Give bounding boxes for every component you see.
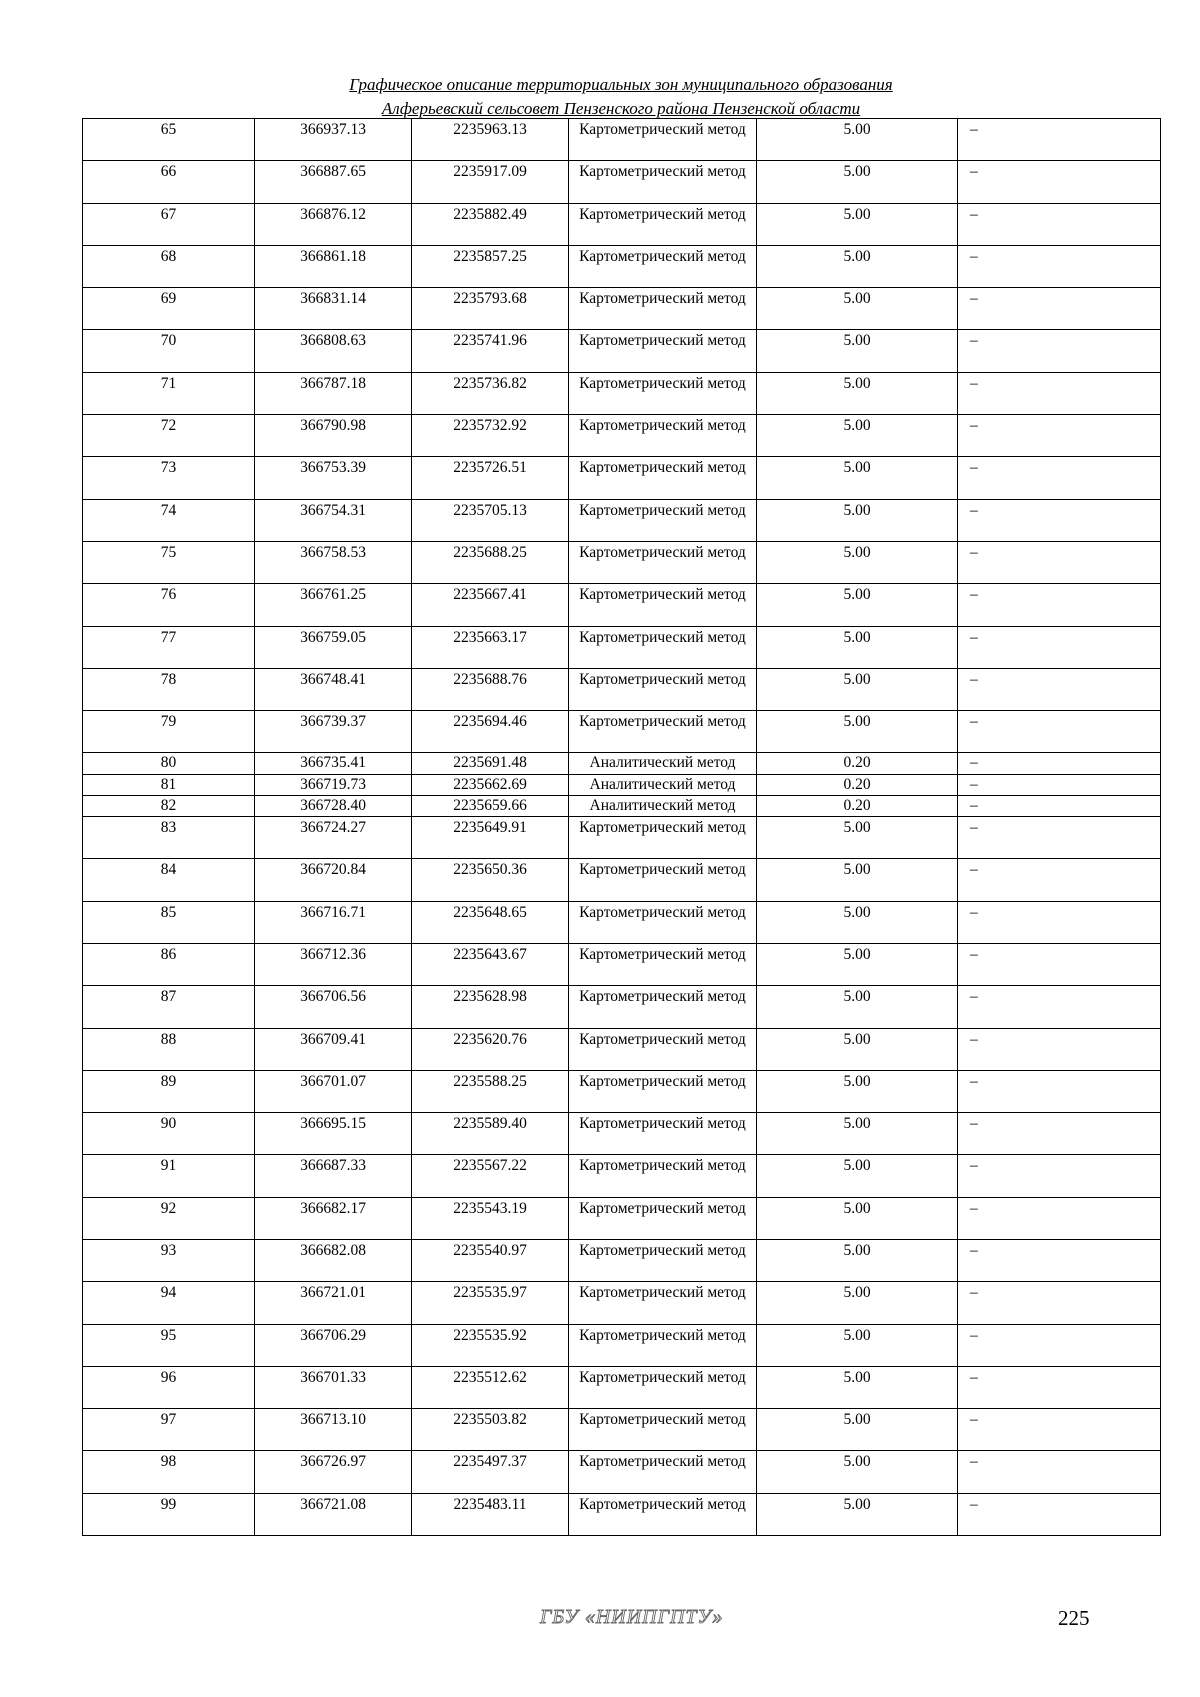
method-cell: Картометрический метод [569, 119, 757, 161]
table-row [83, 1070, 1161, 1112]
table-row [83, 1197, 1161, 1239]
note-cell: – [958, 943, 1161, 985]
note-cell: – [958, 499, 1161, 541]
y-coordinate-cell: 2235648.65 [412, 901, 569, 943]
note-cell: – [958, 541, 1161, 583]
accuracy-cell: 5.00 [757, 943, 958, 985]
method-cell: Картометрический метод [569, 626, 757, 668]
method-cell: Картометрический метод [569, 817, 757, 859]
note-cell: – [958, 1409, 1161, 1451]
y-coordinate-cell: 2235732.92 [412, 415, 569, 457]
table-row [83, 986, 1161, 1028]
x-coordinate-cell: 366709.41 [255, 1028, 412, 1070]
table-row [83, 859, 1161, 901]
y-coordinate-cell: 2235691.48 [412, 753, 569, 774]
x-coordinate-cell: 366861.18 [255, 245, 412, 287]
table-row [83, 817, 1161, 859]
note-cell: – [958, 288, 1161, 330]
accuracy-cell: 5.00 [757, 1239, 958, 1281]
x-coordinate-cell: 366808.63 [255, 330, 412, 372]
table-row [83, 1366, 1161, 1408]
table-row [83, 668, 1161, 710]
method-cell: Картометрический метод [569, 1366, 757, 1408]
method-cell: Картометрический метод [569, 1070, 757, 1112]
x-coordinate-cell: 366739.37 [255, 711, 412, 753]
x-coordinate-cell: 366790.98 [255, 415, 412, 457]
y-coordinate-cell: 2235688.76 [412, 668, 569, 710]
point-number-cell: 96 [83, 1366, 255, 1408]
point-number-cell: 94 [83, 1282, 255, 1324]
accuracy-cell: 5.00 [757, 1366, 958, 1408]
point-number-cell: 66 [83, 161, 255, 203]
note-cell: – [958, 457, 1161, 499]
y-coordinate-cell: 2235643.67 [412, 943, 569, 985]
page-number: 225 [1058, 1606, 1090, 1630]
table-row [83, 499, 1161, 541]
accuracy-cell: 5.00 [757, 1070, 958, 1112]
table-row [83, 1155, 1161, 1197]
accuracy-cell: 5.00 [757, 859, 958, 901]
point-number-cell: 83 [83, 817, 255, 859]
method-cell: Картометрический метод [569, 901, 757, 943]
table-row [83, 1451, 1161, 1493]
method-cell: Картометрический метод [569, 1197, 757, 1239]
note-cell: – [958, 1239, 1161, 1281]
x-coordinate-cell: 366721.01 [255, 1282, 412, 1324]
accuracy-cell: 5.00 [757, 288, 958, 330]
method-cell: Картометрический метод [569, 1451, 757, 1493]
accuracy-cell: 5.00 [757, 372, 958, 414]
note-cell: – [958, 668, 1161, 710]
table-row [83, 626, 1161, 668]
x-coordinate-cell: 366887.65 [255, 161, 412, 203]
x-coordinate-cell: 366706.56 [255, 986, 412, 1028]
y-coordinate-cell: 2235567.22 [412, 1155, 569, 1197]
accuracy-cell: 5.00 [757, 711, 958, 753]
accuracy-cell: 5.00 [757, 245, 958, 287]
note-cell: – [958, 1155, 1161, 1197]
y-coordinate-cell: 2235882.49 [412, 203, 569, 245]
x-coordinate-cell: 366706.29 [255, 1324, 412, 1366]
note-cell: – [958, 1451, 1161, 1493]
table-row [83, 245, 1161, 287]
table-row [83, 1028, 1161, 1070]
x-coordinate-cell: 366724.27 [255, 817, 412, 859]
accuracy-cell: 5.00 [757, 1282, 958, 1324]
note-cell: – [958, 1070, 1161, 1112]
point-number-cell: 65 [83, 119, 255, 161]
note-cell: – [958, 1493, 1161, 1535]
table-row [83, 753, 1161, 774]
point-number-cell: 93 [83, 1239, 255, 1281]
x-coordinate-cell: 366787.18 [255, 372, 412, 414]
header-line-2: Алферьевский сельсовет Пензенского района Пензенской области [381, 99, 861, 118]
point-number-cell: 82 [83, 795, 255, 816]
y-coordinate-cell: 2235628.98 [412, 986, 569, 1028]
note-cell: – [958, 415, 1161, 457]
point-number-cell: 68 [83, 245, 255, 287]
accuracy-cell: 0.20 [757, 753, 958, 774]
point-number-cell: 89 [83, 1070, 255, 1112]
method-cell: Картометрический метод [569, 1282, 757, 1324]
point-number-cell: 90 [83, 1113, 255, 1155]
method-cell: Картометрический метод [569, 330, 757, 372]
x-coordinate-cell: 366748.41 [255, 668, 412, 710]
y-coordinate-cell: 2235917.09 [412, 161, 569, 203]
accuracy-cell: 5.00 [757, 817, 958, 859]
table-row [83, 1113, 1161, 1155]
note-cell: – [958, 1197, 1161, 1239]
y-coordinate-cell: 2235649.91 [412, 817, 569, 859]
note-cell: – [958, 986, 1161, 1028]
point-number-cell: 81 [83, 774, 255, 795]
x-coordinate-cell: 366754.31 [255, 499, 412, 541]
accuracy-cell: 5.00 [757, 626, 958, 668]
x-coordinate-cell: 366876.12 [255, 203, 412, 245]
x-coordinate-cell: 366701.33 [255, 1366, 412, 1408]
accuracy-cell: 5.00 [757, 161, 958, 203]
point-number-cell: 79 [83, 711, 255, 753]
accuracy-cell: 5.00 [757, 668, 958, 710]
note-cell: – [958, 203, 1161, 245]
table-row [83, 372, 1161, 414]
table-row [83, 203, 1161, 245]
point-number-cell: 76 [83, 584, 255, 626]
note-cell: – [958, 330, 1161, 372]
x-coordinate-cell: 366728.40 [255, 795, 412, 816]
accuracy-cell: 0.20 [757, 774, 958, 795]
x-coordinate-cell: 366735.41 [255, 753, 412, 774]
x-coordinate-cell: 366682.08 [255, 1239, 412, 1281]
method-cell: Картометрический метод [569, 986, 757, 1028]
x-coordinate-cell: 366759.05 [255, 626, 412, 668]
point-number-cell: 73 [83, 457, 255, 499]
table-row [83, 457, 1161, 499]
y-coordinate-cell: 2235512.62 [412, 1366, 569, 1408]
table-row [83, 161, 1161, 203]
note-cell: – [958, 245, 1161, 287]
x-coordinate-cell: 366695.15 [255, 1113, 412, 1155]
table-row [83, 774, 1161, 795]
x-coordinate-cell: 366758.53 [255, 541, 412, 583]
x-coordinate-cell: 366726.97 [255, 1451, 412, 1493]
accuracy-cell: 5.00 [757, 541, 958, 583]
y-coordinate-cell: 2235540.97 [412, 1239, 569, 1281]
method-cell: Картометрический метод [569, 943, 757, 985]
table-row [83, 1239, 1161, 1281]
accuracy-cell: 5.00 [757, 1197, 958, 1239]
note-cell: – [958, 795, 1161, 816]
y-coordinate-cell: 2235857.25 [412, 245, 569, 287]
point-number-cell: 91 [83, 1155, 255, 1197]
method-cell: Картометрический метод [569, 1409, 757, 1451]
x-coordinate-cell: 366716.71 [255, 901, 412, 943]
table-row [83, 1324, 1161, 1366]
table-row [83, 943, 1161, 985]
table-row [83, 711, 1161, 753]
method-cell: Картометрический метод [569, 668, 757, 710]
method-cell: Картометрический метод [569, 161, 757, 203]
method-cell: Картометрический метод [569, 1113, 757, 1155]
point-number-cell: 88 [83, 1028, 255, 1070]
method-cell: Картометрический метод [569, 372, 757, 414]
x-coordinate-cell: 366753.39 [255, 457, 412, 499]
y-coordinate-cell: 2235589.40 [412, 1113, 569, 1155]
method-cell: Картометрический метод [569, 584, 757, 626]
method-cell: Картометрический метод [569, 711, 757, 753]
accuracy-cell: 5.00 [757, 330, 958, 372]
point-number-cell: 70 [83, 330, 255, 372]
accuracy-cell: 5.00 [757, 457, 958, 499]
accuracy-cell: 5.00 [757, 499, 958, 541]
note-cell: – [958, 711, 1161, 753]
note-cell: – [958, 1113, 1161, 1155]
x-coordinate-cell: 366719.73 [255, 774, 412, 795]
y-coordinate-cell: 2235535.92 [412, 1324, 569, 1366]
method-cell: Аналитический метод [569, 795, 757, 816]
y-coordinate-cell: 2235543.19 [412, 1197, 569, 1239]
y-coordinate-cell: 2235483.11 [412, 1493, 569, 1535]
y-coordinate-cell: 2235650.36 [412, 859, 569, 901]
point-number-cell: 99 [83, 1493, 255, 1535]
method-cell: Картометрический метод [569, 457, 757, 499]
method-cell: Картометрический метод [569, 1493, 757, 1535]
note-cell: – [958, 119, 1161, 161]
table-row [83, 288, 1161, 330]
accuracy-cell: 5.00 [757, 203, 958, 245]
y-coordinate-cell: 2235741.96 [412, 330, 569, 372]
method-cell: Картометрический метод [569, 415, 757, 457]
note-cell: – [958, 901, 1161, 943]
x-coordinate-cell: 366712.36 [255, 943, 412, 985]
table-row [83, 541, 1161, 583]
y-coordinate-cell: 2235688.25 [412, 541, 569, 583]
accuracy-cell: 5.00 [757, 1155, 958, 1197]
x-coordinate-cell: 366761.25 [255, 584, 412, 626]
point-number-cell: 71 [83, 372, 255, 414]
table-row [83, 795, 1161, 816]
coordinates-table [82, 118, 1161, 1536]
note-cell: – [958, 1028, 1161, 1070]
point-number-cell: 77 [83, 626, 255, 668]
accuracy-cell: 5.00 [757, 119, 958, 161]
method-cell: Картометрический метод [569, 245, 757, 287]
method-cell: Картометрический метод [569, 859, 757, 901]
accuracy-cell: 5.00 [757, 1324, 958, 1366]
note-cell: – [958, 372, 1161, 414]
accuracy-cell: 5.00 [757, 1113, 958, 1155]
method-cell: Картометрический метод [569, 1239, 757, 1281]
point-number-cell: 85 [83, 901, 255, 943]
table-row [83, 330, 1161, 372]
coordinates-table-body [83, 119, 1161, 1536]
point-number-cell: 95 [83, 1324, 255, 1366]
point-number-cell: 87 [83, 986, 255, 1028]
x-coordinate-cell: 366831.14 [255, 288, 412, 330]
y-coordinate-cell: 2235793.68 [412, 288, 569, 330]
y-coordinate-cell: 2235963.13 [412, 119, 569, 161]
x-coordinate-cell: 366937.13 [255, 119, 412, 161]
point-number-cell: 84 [83, 859, 255, 901]
x-coordinate-cell: 366720.84 [255, 859, 412, 901]
note-cell: – [958, 584, 1161, 626]
x-coordinate-cell: 366687.33 [255, 1155, 412, 1197]
note-cell: – [958, 817, 1161, 859]
y-coordinate-cell: 2235588.25 [412, 1070, 569, 1112]
note-cell: – [958, 161, 1161, 203]
x-coordinate-cell: 366713.10 [255, 1409, 412, 1451]
accuracy-cell: 5.00 [757, 1409, 958, 1451]
point-number-cell: 69 [83, 288, 255, 330]
x-coordinate-cell: 366682.17 [255, 1197, 412, 1239]
accuracy-cell: 5.00 [757, 584, 958, 626]
y-coordinate-cell: 2235667.41 [412, 584, 569, 626]
point-number-cell: 86 [83, 943, 255, 985]
accuracy-cell: 5.00 [757, 1493, 958, 1535]
note-cell: – [958, 1282, 1161, 1324]
header-line-1: Графическое описание территориальных зон муниципального образования [349, 75, 893, 94]
y-coordinate-cell: 2235497.37 [412, 1451, 569, 1493]
accuracy-cell: 0.20 [757, 795, 958, 816]
point-number-cell: 92 [83, 1197, 255, 1239]
note-cell: – [958, 1366, 1161, 1408]
point-number-cell: 74 [83, 499, 255, 541]
method-cell: Картометрический метод [569, 499, 757, 541]
method-cell: Аналитический метод [569, 753, 757, 774]
y-coordinate-cell: 2235726.51 [412, 457, 569, 499]
accuracy-cell: 5.00 [757, 415, 958, 457]
note-cell: – [958, 859, 1161, 901]
point-number-cell: 78 [83, 668, 255, 710]
method-cell: Аналитический метод [569, 774, 757, 795]
document-header [82, 73, 1160, 121]
accuracy-cell: 5.00 [757, 1028, 958, 1070]
method-cell: Картометрический метод [569, 1028, 757, 1070]
note-cell: – [958, 774, 1161, 795]
table-row [83, 415, 1161, 457]
y-coordinate-cell: 2235694.46 [412, 711, 569, 753]
x-coordinate-cell: 366701.07 [255, 1070, 412, 1112]
method-cell: Картометрический метод [569, 203, 757, 245]
point-number-cell: 97 [83, 1409, 255, 1451]
accuracy-cell: 5.00 [757, 901, 958, 943]
table-row [83, 1493, 1161, 1535]
table-row [83, 901, 1161, 943]
y-coordinate-cell: 2235736.82 [412, 372, 569, 414]
method-cell: Картометрический метод [569, 1155, 757, 1197]
accuracy-cell: 5.00 [757, 986, 958, 1028]
footer-organization: ГБУ «НИИПГПТУ» [540, 1606, 724, 1628]
table-row [83, 1409, 1161, 1451]
point-number-cell: 72 [83, 415, 255, 457]
point-number-cell: 98 [83, 1451, 255, 1493]
y-coordinate-cell: 2235663.17 [412, 626, 569, 668]
method-cell: Картометрический метод [569, 541, 757, 583]
y-coordinate-cell: 2235659.66 [412, 795, 569, 816]
y-coordinate-cell: 2235662.69 [412, 774, 569, 795]
y-coordinate-cell: 2235705.13 [412, 499, 569, 541]
x-coordinate-cell: 366721.08 [255, 1493, 412, 1535]
point-number-cell: 67 [83, 203, 255, 245]
note-cell: – [958, 626, 1161, 668]
table-row [83, 119, 1161, 161]
note-cell: – [958, 1324, 1161, 1366]
note-cell: – [958, 753, 1161, 774]
table-row [83, 1282, 1161, 1324]
method-cell: Картометрический метод [569, 288, 757, 330]
table-row [83, 584, 1161, 626]
y-coordinate-cell: 2235620.76 [412, 1028, 569, 1070]
method-cell: Картометрический метод [569, 1324, 757, 1366]
point-number-cell: 80 [83, 753, 255, 774]
point-number-cell: 75 [83, 541, 255, 583]
accuracy-cell: 5.00 [757, 1451, 958, 1493]
y-coordinate-cell: 2235535.97 [412, 1282, 569, 1324]
y-coordinate-cell: 2235503.82 [412, 1409, 569, 1451]
